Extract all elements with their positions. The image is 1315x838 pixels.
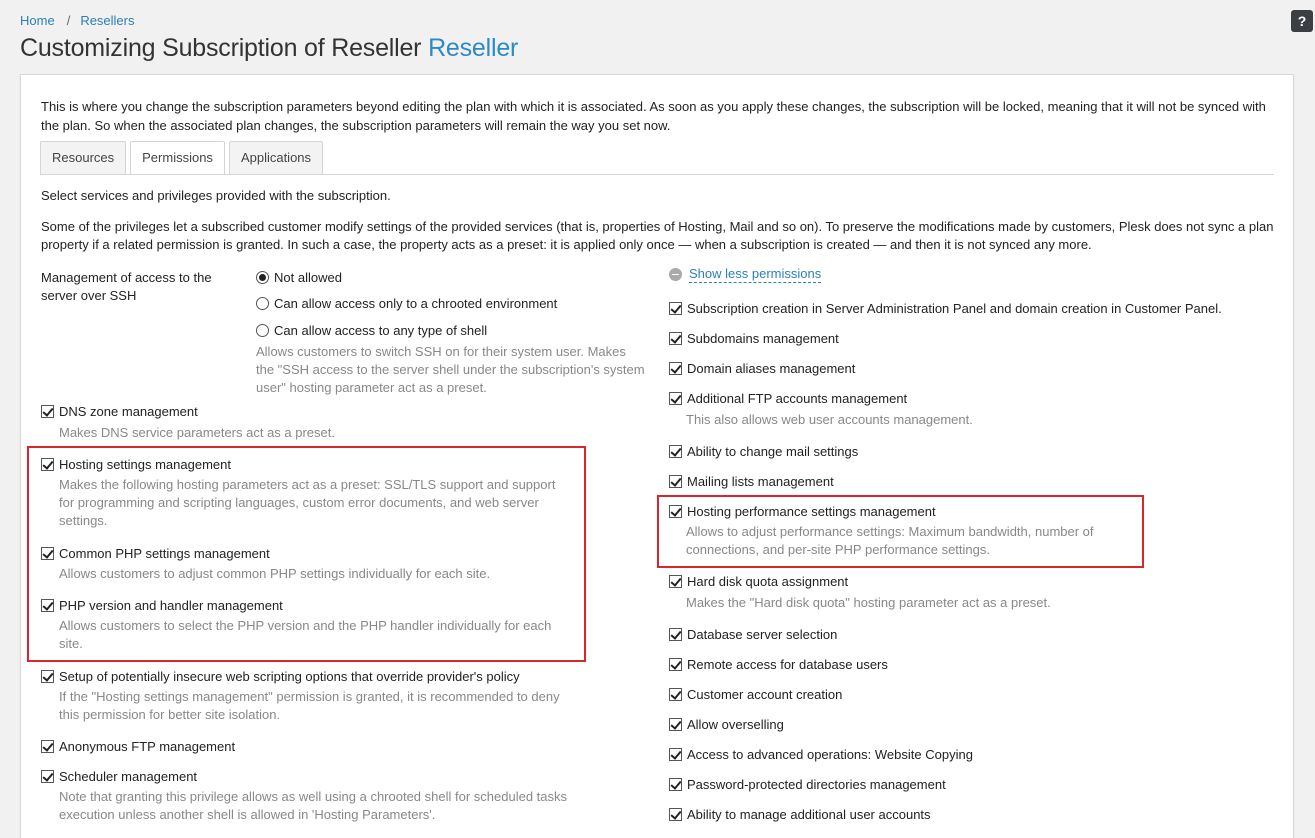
ssh-option-not-allowed[interactable] [256, 269, 342, 287]
perm-protected-dirs[interactable] [669, 776, 946, 794]
perm-label: Mailing lists management [687, 474, 834, 489]
perm-label: Hosting performance settings management [687, 504, 936, 519]
perm-desc: This also allows web user accounts management. [686, 412, 973, 427]
checkbox-checked-icon[interactable] [669, 718, 682, 731]
perm-label: Remote access for database users [687, 657, 888, 672]
perm-disk-quota[interactable] [669, 573, 848, 591]
perm-label: Domain aliases management [687, 361, 856, 376]
tab-resources[interactable]: Resources [40, 141, 126, 174]
ssh-option-label: Not allowed [274, 270, 342, 285]
perm-overselling[interactable] [669, 716, 784, 734]
checkbox-checked-icon[interactable] [669, 628, 682, 641]
radio-icon[interactable] [256, 297, 269, 310]
page-title [20, 34, 518, 63]
perm-desc: Makes the "Hard disk quota" hosting parameter act as a preset. [686, 595, 1051, 610]
ssh-option-label: Can allow access to any type of shell [274, 323, 488, 338]
radio-icon[interactable] [256, 324, 269, 337]
intro-text: This is where you change the subscription parameters beyond editing the plan with which it is associated. As soon as you apply these changes, the subscription will be locked, meaning that it will not be synced with the plan. So when the associated plan changes, the subscription parameters will remain the way you set now. [41, 99, 1266, 133]
checkbox-checked-icon[interactable] [669, 688, 682, 701]
checkbox-checked-icon[interactable] [669, 392, 682, 405]
perm-label: Common PHP settings management [59, 546, 270, 561]
collapse-minus-icon[interactable] [669, 268, 682, 281]
highlight-box-left [27, 446, 586, 662]
perm-label: Setup of potentially insecure web scripting options that override provider's policy [59, 669, 520, 684]
breadcrumb-home-link[interactable]: Home [20, 13, 55, 28]
tabs-divider [40, 174, 1274, 175]
perm-label: Subscription creation in Server Administration Panel and domain creation in Customer Panel. [687, 301, 1222, 316]
perm-dns-zone[interactable] [41, 403, 198, 421]
perm-desc: Allows customers to adjust common PHP settings individually for each site. [59, 566, 491, 581]
perm-db-server[interactable] [669, 626, 837, 644]
perm-insecure-scripting[interactable] [41, 668, 520, 686]
breadcrumb [20, 13, 135, 28]
checkbox-checked-icon[interactable] [669, 332, 682, 345]
perm-label: Anonymous FTP management [59, 739, 236, 754]
ssh-option-chrooted[interactable] [256, 295, 557, 313]
ssh-description: Allows customers to switch SSH on for their system user. Makes the "SSH access to the server shell under the subscription's system user" hosting parameter act as a preset. [256, 344, 645, 395]
help-button[interactable]: ? [1291, 10, 1313, 32]
perm-additional-ftp[interactable] [669, 390, 907, 408]
perm-label: Hosting settings management [59, 457, 231, 472]
checkbox-checked-icon[interactable] [669, 748, 682, 761]
perm-label: Subdomains management [687, 331, 839, 346]
perm-label: Ability to change mail settings [687, 444, 859, 459]
perm-user-accounts[interactable] [669, 806, 931, 824]
perm-subdomains[interactable] [669, 330, 839, 348]
perm-label: Ability to manage additional user accounts [687, 807, 931, 822]
perm-desc: Allows customers to select the PHP version and the PHP handler individually for each site. [59, 618, 552, 651]
perm-mail-settings[interactable] [669, 443, 858, 461]
perm-desc: If the "Hosting settings management" permission is granted, it is recommended to deny this permission for better site isolation. [59, 689, 560, 722]
perm-label: Allow overselling [687, 717, 784, 732]
perm-scheduler[interactable] [41, 768, 197, 786]
perm-label: PHP version and handler management [59, 598, 283, 613]
perm-desc: Allows to adjust performance settings: Maximum bandwidth, number of connections, and per-site PHP performance settings. [686, 524, 1094, 557]
perm-label: Additional FTP accounts management [687, 391, 908, 406]
select-services-text: Select services and privileges provided with the subscription. [41, 188, 391, 203]
show-less-toggle[interactable] [669, 266, 821, 283]
perm-desc: Note that granting this privilege allows as well using a chrooted shell for scheduled tasks execution unless another shell is allowed in 'Hosting Parameters'. [59, 789, 567, 822]
checkbox-checked-icon[interactable] [669, 302, 682, 315]
checkbox-checked-icon[interactable] [669, 658, 682, 671]
perm-subscription-creation[interactable] [669, 300, 1222, 318]
perm-label: Scheduler management [59, 769, 198, 784]
perm-desc: Makes the following hosting parameters act as a preset: SSL/TLS support and support for programming and scripting languages, custom error documents, and web server settings. [59, 477, 556, 528]
tab-bar [40, 141, 327, 175]
show-less-permissions-link[interactable]: Show less permissions [689, 266, 822, 281]
perm-label: Database server selection [687, 627, 838, 642]
highlight-box-right [657, 495, 1144, 568]
tab-applications[interactable]: Applications [229, 141, 323, 174]
tab-permissions[interactable]: Permissions [130, 141, 225, 175]
ssh-option-label: Can allow access only to a chrooted environment [274, 296, 558, 311]
perm-label: DNS zone management [59, 404, 198, 419]
perm-desc: Makes DNS service parameters act as a preset. [59, 425, 335, 440]
checkbox-checked-icon[interactable] [669, 362, 682, 375]
checkbox-checked-icon[interactable] [669, 445, 682, 458]
perm-customer-account[interactable] [669, 686, 842, 704]
perm-label: Access to advanced operations: Website Copying [687, 747, 973, 762]
ssh-access-label: Management of access to the server over SSH [41, 270, 212, 303]
perm-label: Password-protected directories management [687, 777, 946, 792]
ssh-option-any-shell[interactable] [256, 322, 487, 340]
perm-remote-db-access[interactable] [669, 656, 888, 674]
checkbox-checked-icon[interactable] [41, 670, 54, 683]
breadcrumb-resellers-link[interactable]: Resellers [80, 13, 135, 28]
perm-mailing-lists[interactable] [669, 473, 834, 491]
checkbox-checked-icon[interactable] [41, 740, 54, 753]
checkbox-checked-icon[interactable] [41, 405, 54, 418]
preset-note-text: Some of the privileges let a subscribed customer modify settings of the provided services (that is, properties of Hosting, Mail and so on). To preserve the modifications made by customers, Plesk does not sync a plan property if a related permission is granted. In such a case, the property acts as a preset: it is applied only once — when a subscription is created — and then it is not synced any more. [41, 219, 1274, 252]
breadcrumb-separator: / [66, 13, 71, 28]
perm-website-copying[interactable] [669, 746, 973, 764]
checkbox-checked-icon[interactable] [41, 770, 54, 783]
radio-selected-icon[interactable] [256, 271, 269, 284]
checkbox-checked-icon[interactable] [669, 808, 682, 821]
reseller-name-link[interactable]: Reseller [428, 34, 519, 62]
perm-domain-aliases[interactable] [669, 360, 855, 378]
page-title-prefix: Customizing Subscription of Reseller [20, 34, 429, 62]
perm-label: Hard disk quota assignment [687, 574, 849, 589]
perm-anonymous-ftp[interactable] [41, 738, 235, 756]
checkbox-checked-icon[interactable] [669, 575, 682, 588]
checkbox-checked-icon[interactable] [669, 475, 682, 488]
perm-label: Customer account creation [687, 687, 843, 702]
checkbox-checked-icon[interactable] [669, 778, 682, 791]
